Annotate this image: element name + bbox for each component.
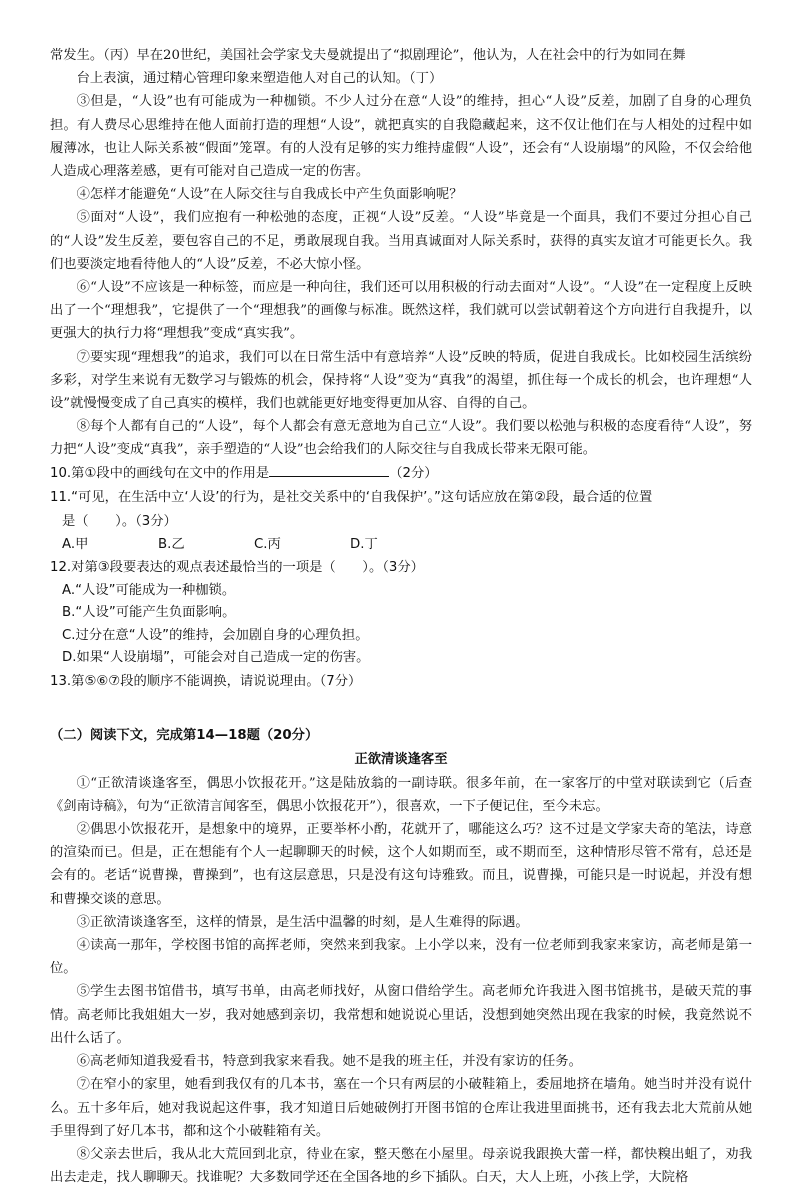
option-d[interactable]: D.如果“人设崩塌”，可能会对自己造成一定的伤害。 xyxy=(62,650,370,666)
option-c[interactable]: C.过分在意“人设”的维持，会加剧自身的心理负担。 xyxy=(62,627,369,643)
option-a[interactable]: A.甲 xyxy=(62,536,89,552)
section-heading: （二）阅读下文，完成第14—18题（20分） xyxy=(50,727,319,743)
question-10-score: （2分） xyxy=(389,465,438,481)
paragraph-7: ⑦在窄小的家里，她看到我仅有的几本书，塞在一个只有两层的小破鞋箱上，委屈地挤在墙角。她当时并没有说什么。五十多年后，她对我说起这件事，我才知道日后她破例打开图书馆的仓库让我进里面挑书，还有我去北大荒前从她手里得到了好几本书，都和这个小破鞋箱有关。 xyxy=(50,1077,752,1139)
paragraph-3: ③但是，“人设”也有可能成为一种枷锁。不少人过分在意“人设”的维持，担心“人设”反差，加剧了自身的心理负担。有人费尽心思维持在他人面前打造的理想“人设”，就把真实的自我隐藏起来，这不仅让他们在与人相处的过程中如履薄冰，也让人际关系被“假面”笼罩。有的人没有足够的实力维持虚假“人设”，还会有“人设崩塌”的风险，不仅会给他人造成心理落差感，更有可能对自己造成一定的伤害。 xyxy=(50,94,752,180)
paragraph-3: ③正欲清谈逢客至，这样的情景，是生活中温馨的时刻，是人生难得的际遇。 xyxy=(76,914,529,930)
paragraph-8: ⑧每个人都有自己的“人设”，每个人都会有意无意地为自己立“人设”。我们要以松弛与积极的态度看待“人设”，努力把“人设”变成“真我”，亲手塑造的“人设”也会给我们的人际交往与自我成长带来无限可能。 xyxy=(50,419,752,458)
questions-block xyxy=(50,462,752,694)
option-c[interactable]: C.丙 xyxy=(254,536,281,552)
paragraph-continued: 常发生。（丙）早在20世纪，美国社会学家戈夫曼就提出了“拟剧理论”，他认为，人在社会中的行为如同在舞 xyxy=(50,48,686,63)
passage-two xyxy=(50,724,752,1189)
answer-blank[interactable] xyxy=(269,462,389,477)
paragraph-5: ⑤学生去图书馆借书，填写书单，由高老师找好，从窗口借给学生。高老师允许我进入图书馆挑书，是破天荒的事情。高老师比我姐姐大一岁，我对她感到亲切，我常想和她说说心里话，没想到她突然出现在我家的时候，我竟然说不出什么话了。 xyxy=(50,984,752,1046)
option-b[interactable]: B.“人设”可能产生负面影响。 xyxy=(62,605,236,621)
question-10 xyxy=(50,462,752,486)
paragraph-1: ①“正欲清谈逢客至，偶思小饮报花开。”这是陆放翁的一副诗联。很多年前，在一家客厅的中堂对联读到它（后查《剑南诗稿》，句为“正欲清言闻客至，偶思小饮报花开”），很喜欢，一下子便记住，至今未忘。 xyxy=(50,775,752,814)
question-11-line2: 是（ ）。（3分） xyxy=(62,513,177,529)
paragraph-8: ⑧父亲去世后，我从北大荒回到北京，待业在家，整天憋在小屋里。母亲说我跟换大蕾一样，都快糗出蛆了，劝我出去走走，找人聊聊天。找谁呢？大多数同学还在全国各地的乡下插队。白天，大人上班，小孩上学，大院格 xyxy=(50,1146,752,1186)
question-12: 12.对第③段要表达的观点表述最恰当的一项是（ ）。（3分） xyxy=(50,559,424,575)
paragraph-6: ⑥“人设”不应该是一种标签，而应是一种向往，我们还可以用积极的行动去面对“人设”。“人设”在一定程度上反映出了一个“理想我”，它提供了一个“理想我”的画像与标准。既然这样，我们就可以尝试朝着这个方向进行自我提升，以更强大的执行力将“理想我”变成“真实我”。 xyxy=(50,280,752,342)
article-title: 正欲清谈逢客至 xyxy=(354,751,448,767)
paragraph-4: ④怎样才能避免“人设”在人际交往与自我成长中产生负面影响呢？ xyxy=(76,187,463,203)
paragraph-2: ②偶思小饮报花开，是想象中的境界，正要举杯小酌，花就开了，哪能这么巧？这不过是文学家夫奇的笔法，诗意的渲染而已。但是，正在想能有个人一起聊聊天的时候，这个人如期而至，或不期而至，这种情形尽管不常有，总还是会有的。老话“说曹操，曹操到”，也有这层意思，只是没有这句诗雅致。而且，说曹操，可能只是一时说起，并没有想和曹操交谈的意思。 xyxy=(50,822,752,907)
passage-one xyxy=(50,44,752,462)
option-a[interactable]: A.“人设”可能成为一种枷锁。 xyxy=(62,582,236,598)
paragraph-continued-line2: 台上表演，通过精心管理印象来塑造他人对自己的认知。（丁） xyxy=(76,71,443,87)
question-13: 13.第⑤⑥⑦段的顺序不能调换，请说说理由。（7分） xyxy=(50,673,362,689)
option-b[interactable]: B.乙 xyxy=(158,536,185,552)
question-11-options xyxy=(50,534,752,556)
question-10-text: 10.第①段中的画线句在文中的作用是 xyxy=(50,465,270,481)
paragraph-5: ⑤面对“人设”，我们应抱有一种松弛的态度，正视“人设”反差。“人设”毕竟是一个面具，我们不要过分担心自己的“人设”发生反差，要包容自己的不足，勇敢展现自我。当用真诚面对人际关系时，获得的真实友谊才可能更长久。我们也要淡定地看待他人的“人设”反差，不必大惊小怪。 xyxy=(50,210,752,272)
question-11-line1: 11.“可见，在生活中立‘人设’的行为，是社交关系中的‘自我保护’。”这句话应放在第②段，最合适的位置 xyxy=(50,489,653,505)
paragraph-4: ④读高一那年，学校图书馆的高挥老师，突然来到我家。上小学以来，没有一位老师到我家来家访，高老师是第一位。 xyxy=(50,938,752,977)
paragraph-6: ⑥高老师知道我爱看书，特意到我家来看我。她不是我的班主任，并没有家访的任务。 xyxy=(76,1054,582,1070)
option-d[interactable]: D.丁 xyxy=(350,536,378,552)
paragraph-7: ⑦要实现“理想我”的追求，我们可以在日常生活中有意培养“人设”反映的特质，促进自我成长。比如校园生活缤纷多彩，对学生来说有无数学习与锻炼的机会，保持将“人设”变为“真我”的渴望，抓住每一个成长的机会，也许理想“人设”就慢慢变成了自己真实的模样，我们也就能更好地变得更加从容、自得的自己。 xyxy=(50,349,752,412)
